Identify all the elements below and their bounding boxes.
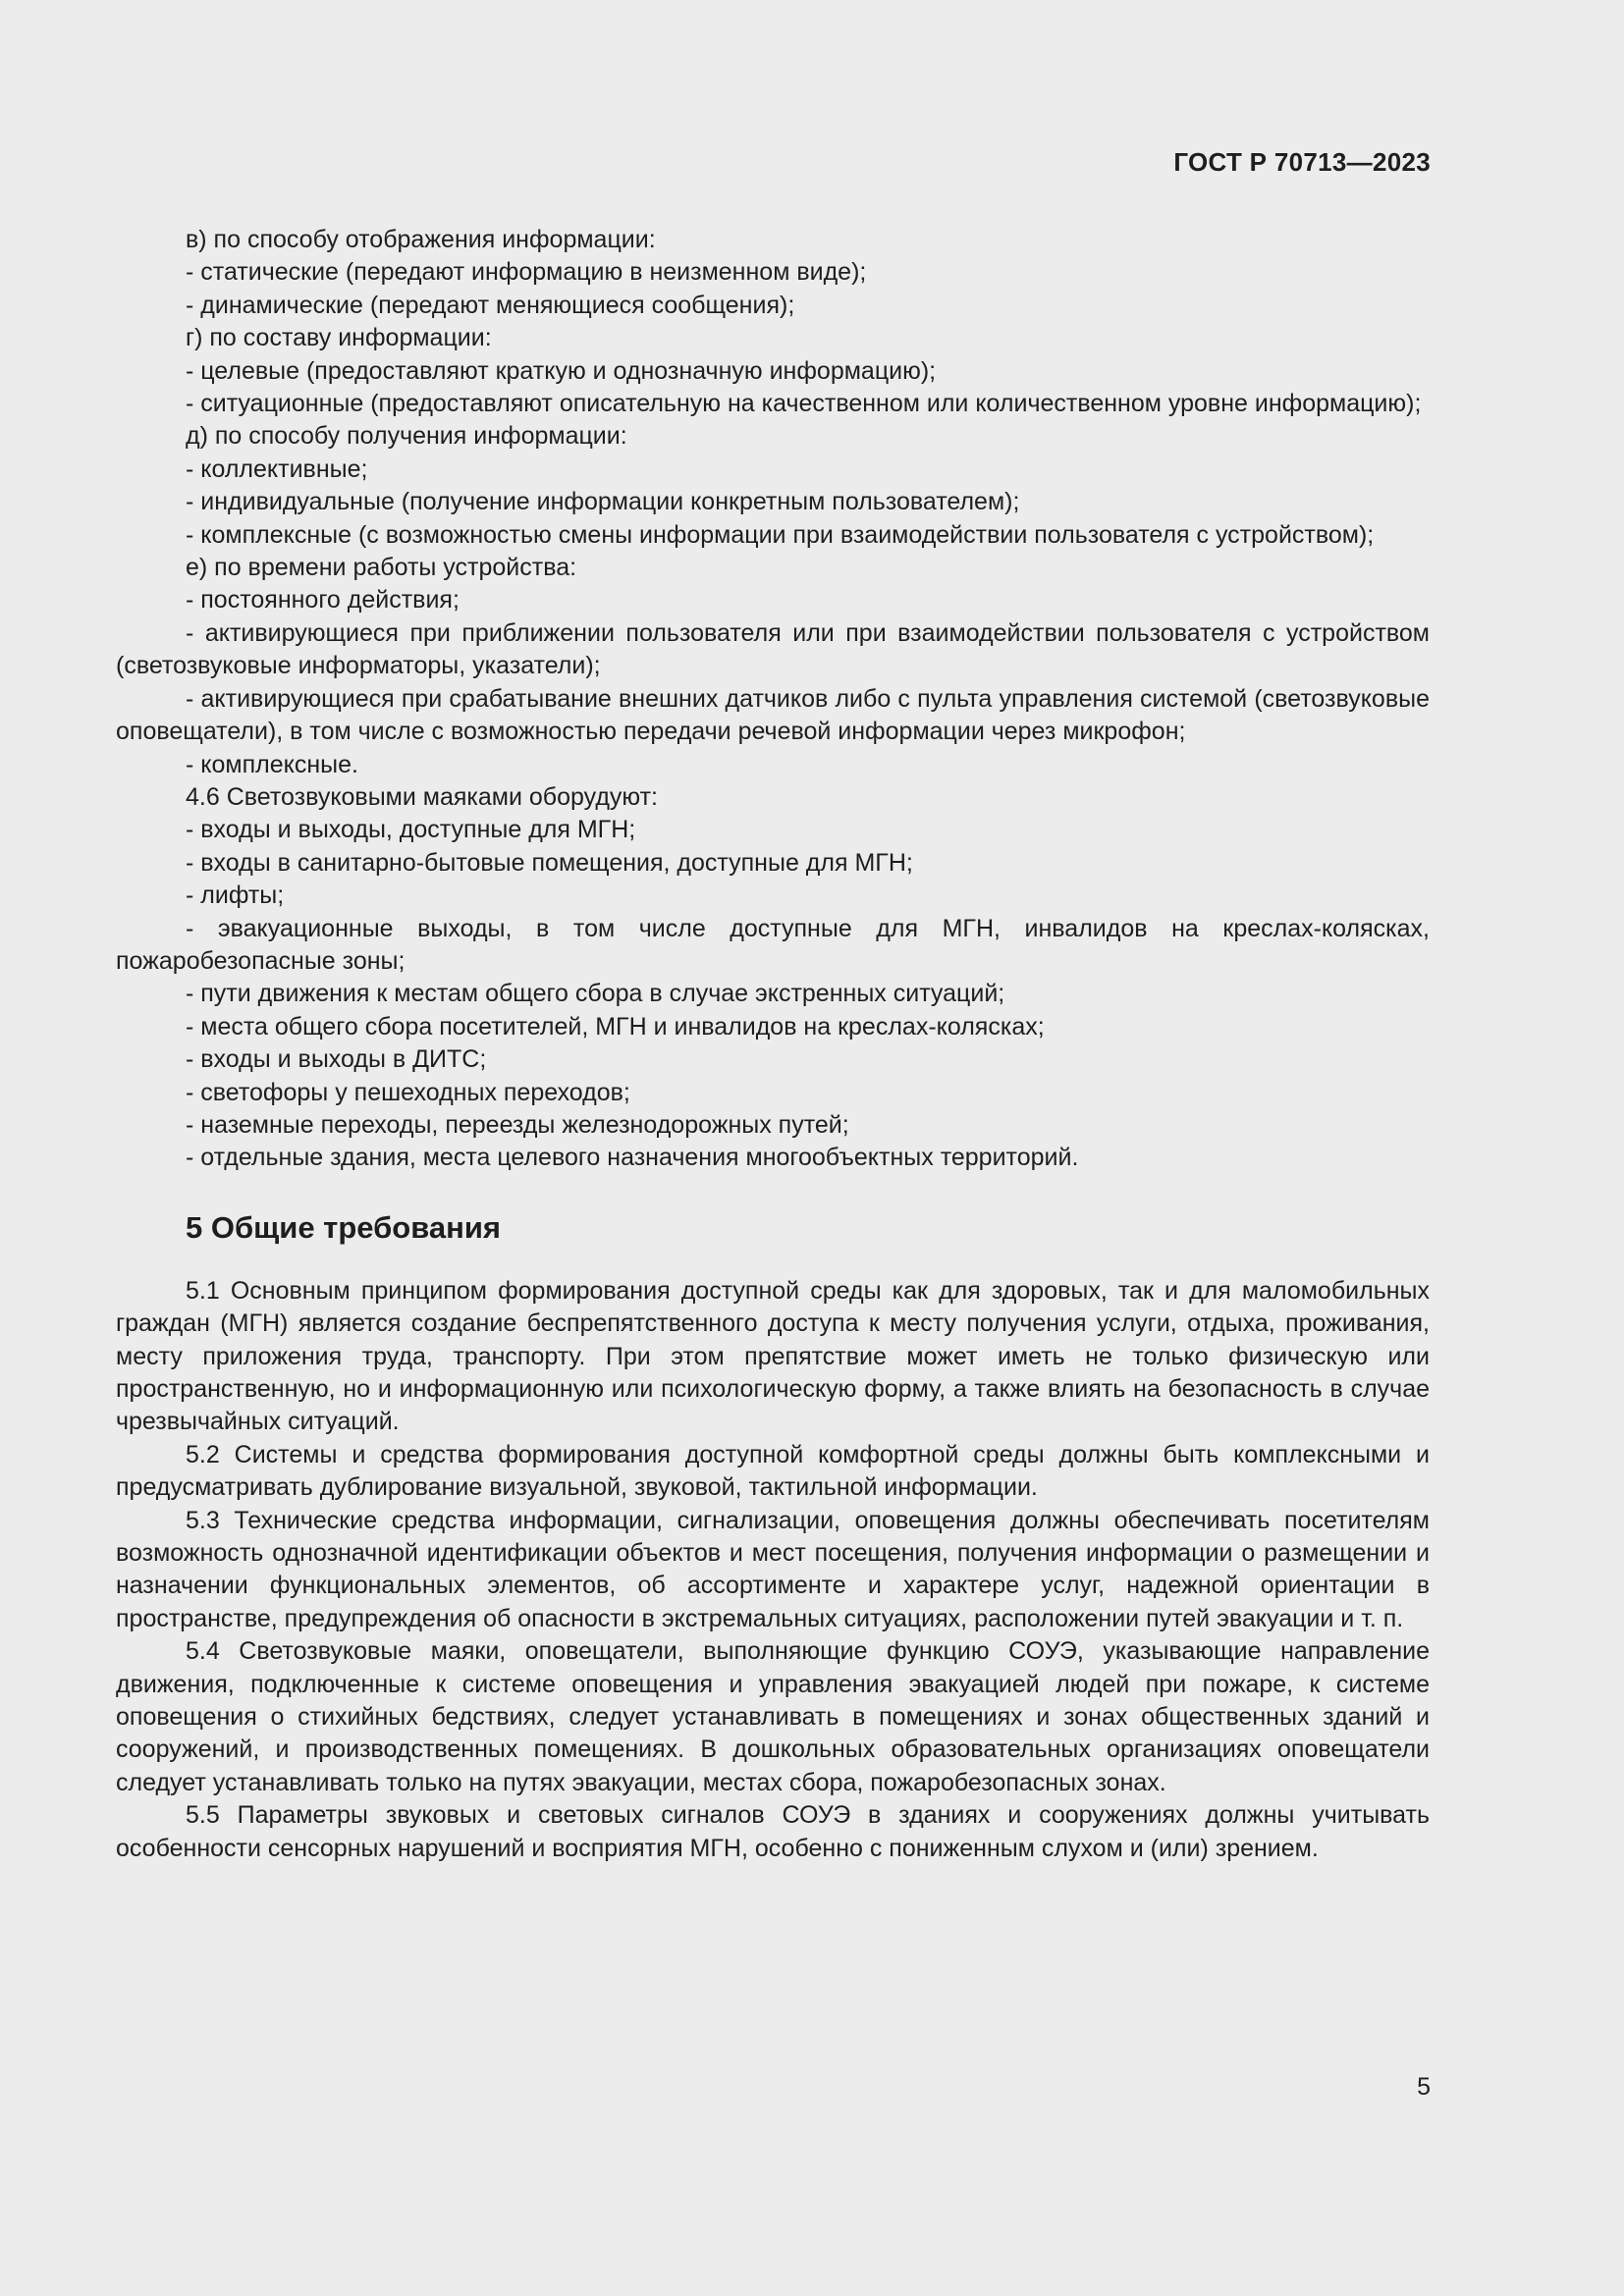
list-item: - места общего сбора посетителей, МГН и инвалидов на креслах-колясках; bbox=[186, 1012, 1045, 1041]
document-body bbox=[116, 224, 1430, 1865]
list-item: - активирующиеся при приближении пользователя или при взаимодействии пользователя с устройством (светозвуковые информаторы, указатели); bbox=[116, 618, 1430, 680]
list-item: - активирующиеся при срабатывание внешних датчиков либо с пульта управления системой (светозвуковые оповещатели), в том числе с возможностью передачи речевой информации через микрофон; bbox=[116, 684, 1430, 746]
list-item: - входы в санитарно-бытовые помещения, доступные для МГН; bbox=[186, 848, 913, 877]
list-item: - ситуационные (предоставляют описательную на качественном или количественном уровне информацию); bbox=[186, 390, 1422, 418]
clause-4-6: 4.6 Светозвуковыми маяками оборудуют: bbox=[186, 782, 659, 811]
list-item: д) по способу получения информации: bbox=[186, 422, 627, 451]
list-item: - динамические (передают меняющиеся сообщения); bbox=[186, 291, 795, 319]
list-item: в) по способу отображения информации: bbox=[186, 226, 656, 253]
list-item: - статические (передают информацию в неизменном виде); bbox=[186, 258, 867, 287]
list-item: - отдельные здания, места целевого назначения многообъектных территорий. bbox=[186, 1144, 1079, 1172]
list-item: - наземные переходы, переезды железнодорожных путей; bbox=[186, 1110, 849, 1139]
list-item: - лифты; bbox=[186, 881, 285, 910]
list-item: - светофоры у пешеходных переходов; bbox=[186, 1078, 630, 1106]
clause-5-5: 5.5 Параметры звуковых и световых сигналов СОУЭ в зданиях и сооружениях должны учитывать особенности сенсорных нарушений и восприятия МГН, особенно с пониженным слухом и (или) зрением. bbox=[116, 1801, 1430, 1862]
list-item: - комплексные. bbox=[186, 750, 358, 778]
clause-5-3: 5.3 Технические средства информации, сигнализации, оповещения должны обеспечивать посетителям возможность однозначной идентификации объектов и мест посещения, получения информации о размещении и назначении функциональных элементов, об ассортименте и характере услуг, надежной ориентации в пространстве, предупреждения об опасности в экстремальных ситуациях, расположении путей эвакуации и т. п. bbox=[116, 1506, 1430, 1632]
list-item: - комплексные (с возможностью смены информации при взаимодействии пользователя с устройством); bbox=[186, 520, 1375, 549]
list-item: - коллективные; bbox=[186, 454, 368, 483]
list-item: - пути движения к местам общего сбора в случае экстренных ситуаций; bbox=[186, 980, 1005, 1008]
list-item: е) по времени работы устройства: bbox=[186, 554, 577, 582]
list-item: - постоянного действия; bbox=[186, 586, 460, 614]
list-item: - целевые (предоставляют краткую и однозначную информацию); bbox=[186, 356, 937, 385]
list-item: г) по составу информации: bbox=[186, 324, 492, 352]
list-item: - входы и выходы, доступные для МГН; bbox=[186, 816, 636, 844]
clause-5-4: 5.4 Светозвуковые маяки, оповещатели, выполняющие функцию СОУЭ, указывающие направление движения, подключенные к системе оповещения и управления эвакуацией людей при пожаре, к системе оповещения о стихийных бедствиях, следует устанавливать в помещениях и зонах общественных зданий и сооружений, и производственных помещениях. В дошкольных образовательных организациях оповещатели следует устанавливать только на путях эвакуации, местах сбора, пожаробезопасных зонах. bbox=[116, 1637, 1430, 1796]
list-item: - эвакуационные выходы, в том числе доступные для МГН, инвалидов на креслах-колясках, пожаробезопасные зоны; bbox=[116, 914, 1430, 975]
page-number: 5 bbox=[1417, 2073, 1431, 2101]
clause-5-1: 5.1 Основным принципом формирования доступной среды как для здоровых, так и для маломобильных граждан (МГН) является создание беспрепятственного доступа к месту получения услуги, отдыха, проживания, месту приложения труда, транспорту. При этом препятствие может иметь не только физическую или пространственную, но и информационную или психологическую форму, а также влиять на безопасность в случае чрезвычайных ситуаций. bbox=[116, 1276, 1430, 1436]
document-code-header: ГОСТ Р 70713—2023 bbox=[1173, 147, 1431, 177]
list-item: - индивидуальные (получение информации конкретным пользователем); bbox=[186, 488, 1020, 516]
list-item: - входы и выходы в ДИТС; bbox=[186, 1045, 487, 1074]
section-heading: 5 Общие требования bbox=[186, 1209, 501, 1245]
clause-5-2: 5.2 Системы и средства формирования доступной комфортной среды должны быть комплексными и предусматривать дублирование визуальной, звуковой, тактильной информации. bbox=[116, 1440, 1430, 1502]
